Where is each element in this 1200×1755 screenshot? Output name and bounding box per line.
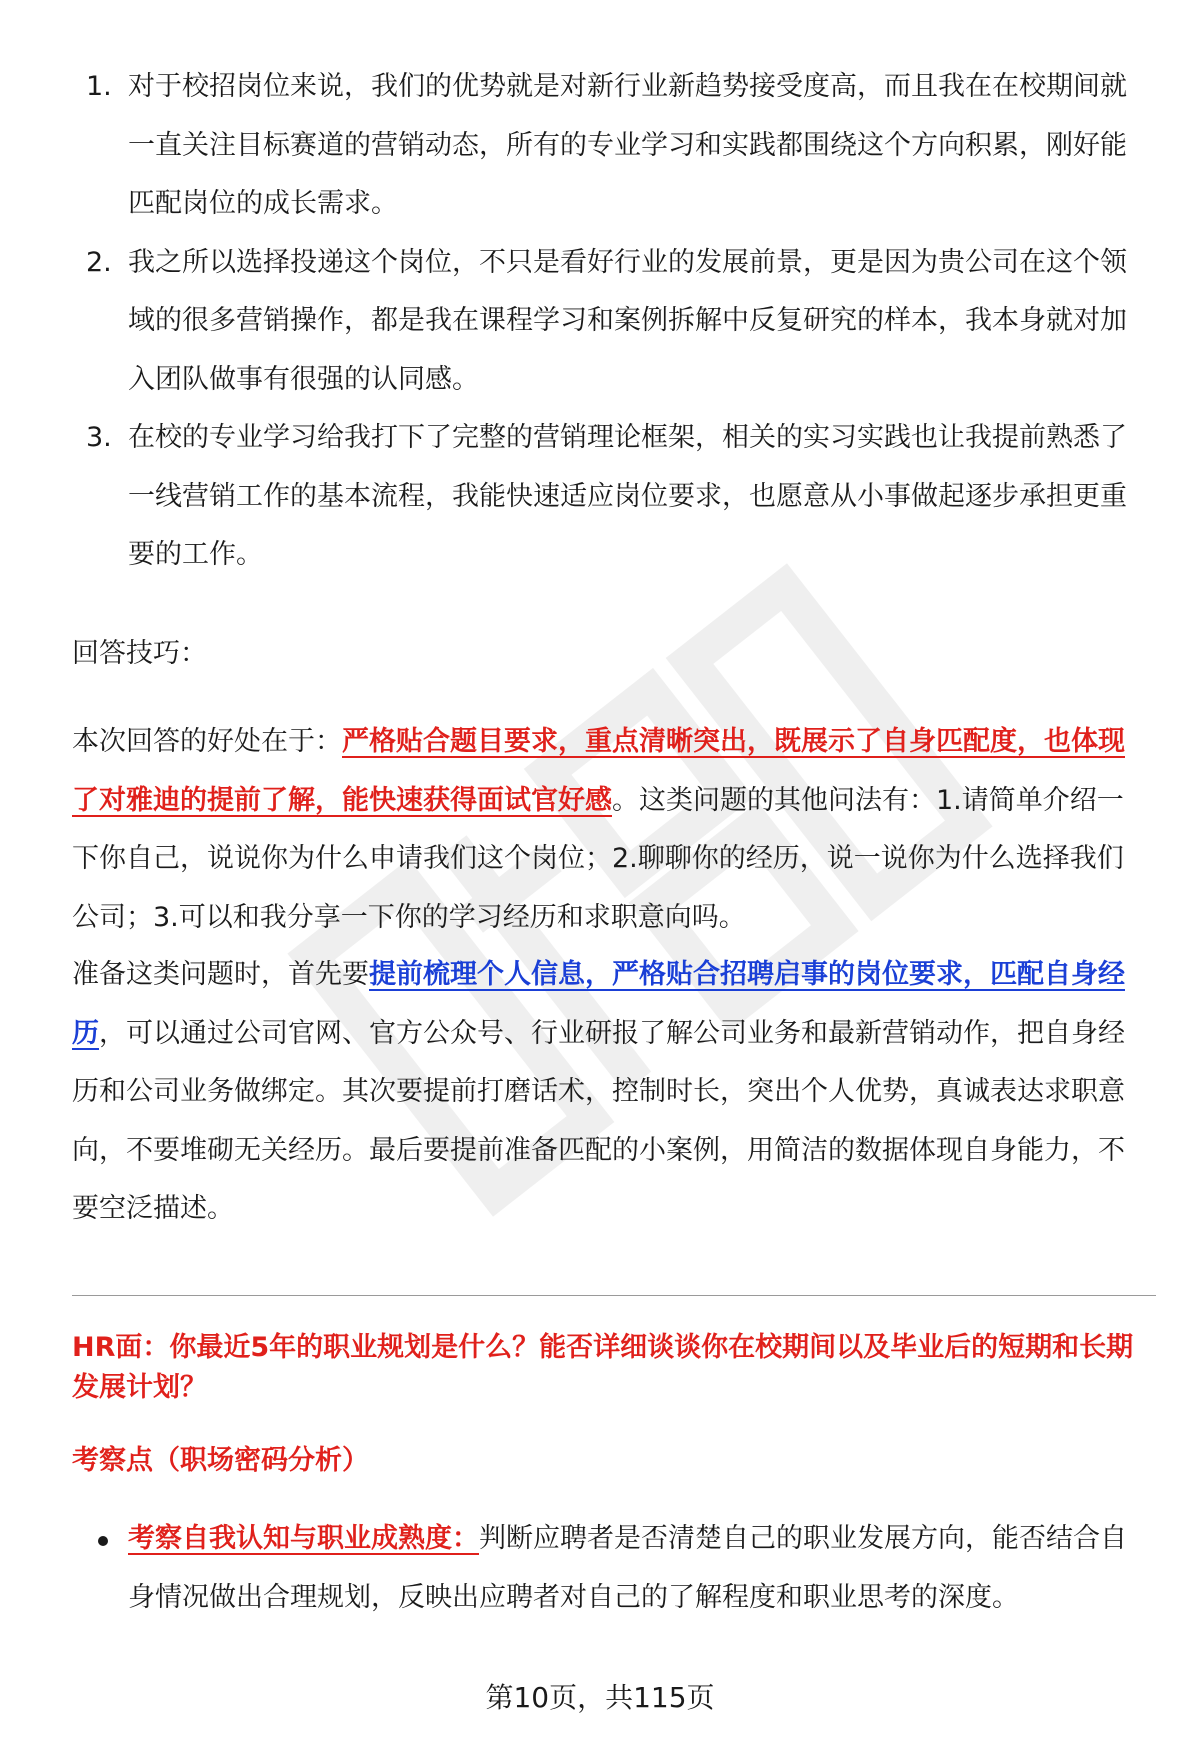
bullet-item <box>72 1510 1152 1627</box>
section-divider <box>72 1295 1156 1296</box>
paragraph-suffix: 。这类问题的其他问法有：1.请简单介绍一下你自己，说说你为什么申请我们这个岗位；2.聊聊你的经历，说一说你为什么选择我们公司；3.可以和我分享一下你的学习经历和求职意向吗。 <box>72 784 1124 933</box>
answer-list <box>72 58 1152 585</box>
paragraph-prefix: 准备这类问题时，首先要 <box>72 959 369 990</box>
highlight-red: 严格贴合题目要求，重点清晰突出，既展示了自身匹配度，也体现了对雅迪的提前了解，能快速获得面试官好感 <box>72 726 1125 816</box>
list-number: 3. <box>86 422 112 453</box>
list-number: 1. <box>86 71 112 102</box>
bullet-label: 考察自我认知与职业成熟度： <box>128 1523 479 1554</box>
kaochadian-list <box>72 1510 1152 1627</box>
page-footer: 第10页，共115页 <box>485 1681 715 1714</box>
list-item-text: 对于校招岗位来说，我们的优势就是对新行业新趋势接受度高，而且我在在校期间就一直关注目标赛道的营销动态，所有的专业学习和实践都围绕这个方向积累，刚好能匹配岗位的成长需求。 <box>128 71 1127 219</box>
list-item <box>72 409 1152 585</box>
bullet-text: 判断应聘者是否清楚自己的职业发展方向，能否结合自身情况做出合理规划，反映出应聘者对自己的了解程度和职业思考的深度。 <box>128 1523 1127 1613</box>
list-item-text: 在校的专业学习给我打下了完整的营销理论框架，相关的实习实践也让我提前熟悉了一线营销工作的基本流程，我能快速适应岗位要求，也愿意从小事做起逐步承担更重要的工作。 <box>128 422 1127 570</box>
list-item <box>72 234 1152 410</box>
list-item <box>72 58 1152 234</box>
bullet-dot-icon <box>98 1536 108 1546</box>
list-item-text: 我之所以选择投递这个岗位，不只是看好行业的发展前景，更是因为贵公司在这个领域的很多营销操作，都是我在课程学习和案例拆解中反复研究的样本，我本身就对加入团队做事有很强的认同感。 <box>128 246 1127 395</box>
highlight-blue: 提前梳理个人信息，严格贴合招聘启事的岗位要求，匹配自身经历 <box>72 959 1125 1049</box>
tips-heading: 回答技巧： <box>72 638 207 669</box>
paragraph-prefix: 本次回答的好处在于： <box>72 726 342 757</box>
tips-paragraph-1 <box>72 713 1150 947</box>
paragraph-suffix: ，可以通过公司官网、官方公众号、行业研报了解公司业务和最新营销动作，把自身经历和公司业务做绑定。其次要提前打磨话术，控制时长，突出个人优势，真诚表达求职意向，不要堆砌无关经历。最后要提前准备匹配的小案例，用简洁的数据体现自身能力，不要空泛描述。 <box>72 1017 1125 1224</box>
list-number: 2. <box>86 246 112 278</box>
tips-paragraph-2 <box>72 946 1150 1239</box>
hr-question-heading: HR面：你最近5年的职业规划是什么？能否详细谈谈你在校期间以及毕业后的短期和长期发展计划？ <box>72 1332 1134 1403</box>
kaochadian-heading: 考察点（职场密码分析） <box>72 1445 369 1476</box>
